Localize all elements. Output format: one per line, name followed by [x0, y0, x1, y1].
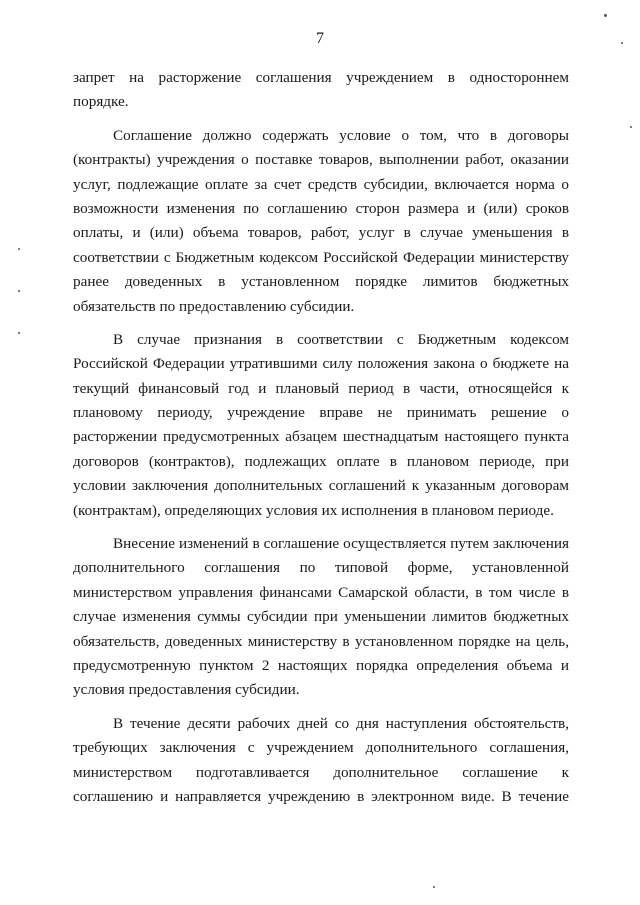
text-line: случае изменения суммы субсидии при уменьшении лимитов бюджетных: [73, 608, 569, 626]
text-line: условия предоставления субсидии.: [73, 681, 300, 699]
text-line: расторжении предусмотренных абзацем шестнадцатым настоящего пункта: [73, 428, 569, 446]
text-line: предусмотренную пунктом 2 настоящих порядка определения объема и: [73, 656, 569, 674]
scan-speck: [604, 14, 607, 17]
text-line: Внесение изменений в соглашение осуществляется путем заключения: [113, 535, 569, 553]
text-line: В случае признания в соответствии с Бюджетным кодексом: [113, 330, 569, 348]
page-number: 7: [316, 30, 324, 47]
text-line: (контрактам), определяющих условия их исполнения в плановом периоде.: [73, 501, 554, 519]
text-line: запрет на расторжение соглашения учреждением в одностороннем: [73, 69, 569, 86]
text-line: Соглашение должно содержать условие о том, что в договоры: [113, 126, 569, 144]
text-line: условии заключения дополнительных соглашений к указанным договорам: [73, 477, 569, 495]
text-line: министерством подготавливается дополнительное соглашение к: [73, 763, 569, 781]
paragraph-5: [73, 712, 569, 810]
text-line: договоров (контрактов), подлежащих оплате в плановом периоде, при: [73, 452, 569, 470]
scan-speck: [18, 332, 20, 334]
text-line: услуг, подлежащие оплате за счет средств субсидии, включается норма о: [73, 175, 569, 193]
text-line: порядке.: [73, 93, 129, 111]
document-body: [73, 66, 569, 809]
text-line: ранее доведенных в установленном порядке лимитов бюджетных: [73, 273, 569, 291]
text-line: требующих заключения с учреждением дополнительного соглашения,: [73, 739, 569, 757]
scan-speck: [18, 248, 20, 250]
paragraph-4: [73, 532, 569, 703]
text-line: плановому периоду, учреждение вправе не принимать решение о: [73, 404, 569, 422]
paragraph-3: [73, 328, 569, 523]
paragraph-2: [73, 124, 569, 319]
text-line: дополнительного соглашения по типовой форме, установленной: [73, 559, 569, 577]
text-line: (контракты) учреждения о поставке товаров, выполнении работ, оказании: [73, 151, 569, 169]
scan-speck: [433, 886, 435, 888]
text-line: В течение десяти рабочих дней со дня наступления обстоятельств,: [113, 714, 569, 732]
text-line: соответствии с Бюджетным кодексом Российской Федерации министерству: [73, 248, 569, 266]
scan-speck: [621, 42, 623, 44]
text-line: оплаты, и (или) объема товаров, работ, услуг в случае уменьшения в: [73, 224, 569, 242]
text-line: обязательств по предоставлению субсидии.: [73, 297, 355, 315]
text-line: соглашению и направляется учреждению в электронном виде. В течение: [73, 787, 569, 805]
paragraph-1: [73, 66, 569, 115]
text-line: Российской Федерации утратившими силу положения закона о бюджете на: [73, 355, 569, 373]
scan-speck: [630, 126, 632, 128]
scan-speck: [18, 290, 20, 292]
text-line: министерством управления финансами Самарской области, в том числе в: [73, 583, 569, 601]
text-line: возможности изменения по соглашению сторон размера и (или) сроков: [73, 199, 569, 217]
text-line: текущий финансовый год и плановый период в части, относящейся к: [73, 379, 569, 397]
text-line: обязательств, доведенных министерству в установленном порядке на цель,: [73, 632, 569, 650]
